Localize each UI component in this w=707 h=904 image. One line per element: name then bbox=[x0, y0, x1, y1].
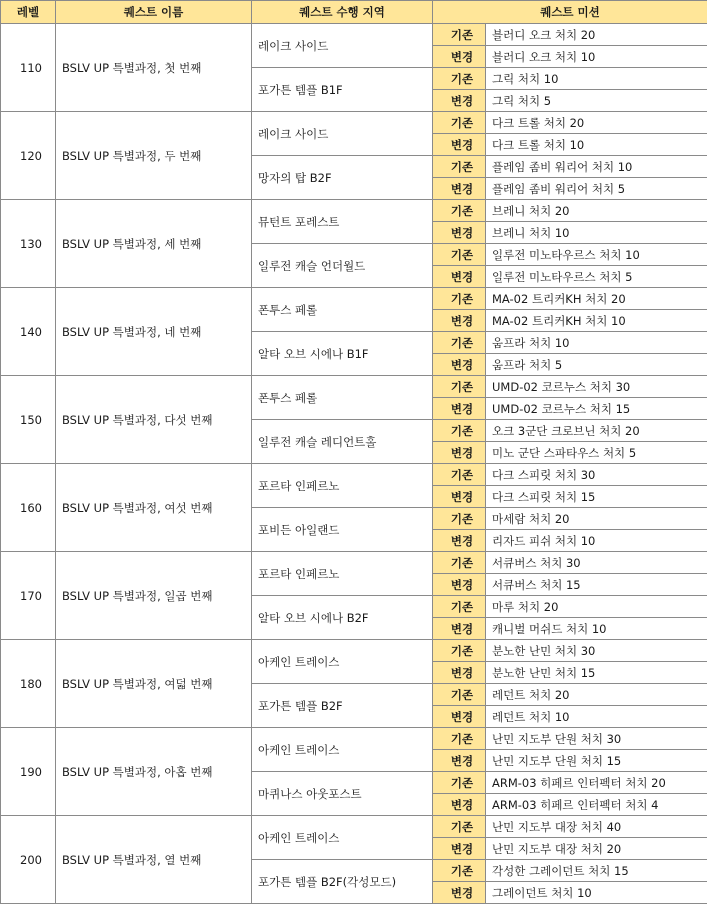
area-cell: 마퀴나스 아웃포스트 bbox=[252, 772, 433, 816]
level-cell: 170 bbox=[1, 552, 56, 640]
mission-before-cell: 블러디 오크 처치 20 bbox=[486, 24, 707, 46]
table-row bbox=[1, 24, 707, 46]
mission-before-cell: MA-02 트리커KH 처치 20 bbox=[486, 288, 707, 310]
mission-before-cell: 움프라 처치 10 bbox=[486, 332, 707, 354]
mission-before-cell: 플레임 좀비 워리어 처치 10 bbox=[486, 156, 707, 178]
area-cell: 포가튼 템플 B2F bbox=[252, 684, 433, 728]
after-tag: 변경 bbox=[433, 310, 486, 332]
mission-after-cell: 서큐버스 처치 15 bbox=[486, 574, 707, 596]
before-tag: 기존 bbox=[433, 420, 486, 442]
level-header: 레벨 bbox=[1, 1, 56, 24]
mission-before-cell: 일루전 미노타우르스 처치 10 bbox=[486, 244, 707, 266]
mission-header: 퀘스트 미션 bbox=[433, 1, 707, 24]
before-tag: 기존 bbox=[433, 640, 486, 662]
after-tag: 변경 bbox=[433, 838, 486, 860]
mission-after-cell: 움프라 처치 5 bbox=[486, 354, 707, 376]
after-tag: 변경 bbox=[433, 530, 486, 552]
mission-after-cell: 난민 지도부 단원 처치 15 bbox=[486, 750, 707, 772]
area-header: 퀘스트 수행 지역 bbox=[252, 1, 433, 24]
after-tag: 변경 bbox=[433, 354, 486, 376]
mission-after-cell: 분노한 난민 처치 15 bbox=[486, 662, 707, 684]
level-cell: 140 bbox=[1, 288, 56, 376]
before-tag: 기존 bbox=[433, 860, 486, 882]
quest-name-cell: BSLV UP 특별과정, 열 번째 bbox=[56, 816, 252, 904]
table-row bbox=[1, 376, 707, 398]
mission-before-cell: 다크 스피릿 처치 30 bbox=[486, 464, 707, 486]
table-row bbox=[1, 288, 707, 310]
mission-after-cell: 레던트 처치 10 bbox=[486, 706, 707, 728]
before-tag: 기존 bbox=[433, 244, 486, 266]
after-tag: 변경 bbox=[433, 486, 486, 508]
area-cell: 폰투스 페롤 bbox=[252, 376, 433, 420]
mission-before-cell: UMD-02 코르누스 처치 30 bbox=[486, 376, 707, 398]
level-cell: 120 bbox=[1, 112, 56, 200]
after-tag: 변경 bbox=[433, 618, 486, 640]
mission-after-cell: ARM-03 히페르 인터펙터 처치 4 bbox=[486, 794, 707, 816]
mission-after-cell: 다크 스피릿 처치 15 bbox=[486, 486, 707, 508]
area-cell: 알타 오브 시에나 B2F bbox=[252, 596, 433, 640]
mission-after-cell: 그레이던트 처치 10 bbox=[486, 882, 707, 904]
mission-before-cell: 마세람 처치 20 bbox=[486, 508, 707, 530]
after-tag: 변경 bbox=[433, 178, 486, 200]
mission-after-cell: 플레임 좀비 워리어 처치 5 bbox=[486, 178, 707, 200]
after-tag: 변경 bbox=[433, 266, 486, 288]
area-cell: 레이크 사이드 bbox=[252, 112, 433, 156]
after-tag: 변경 bbox=[433, 46, 486, 68]
after-tag: 변경 bbox=[433, 882, 486, 904]
table-row bbox=[1, 464, 707, 486]
table-body bbox=[1, 24, 707, 904]
before-tag: 기존 bbox=[433, 332, 486, 354]
quest-name-cell: BSLV UP 특별과정, 여덟 번째 bbox=[56, 640, 252, 728]
before-tag: 기존 bbox=[433, 464, 486, 486]
after-tag: 변경 bbox=[433, 442, 486, 464]
area-cell: 아케인 트레이스 bbox=[252, 640, 433, 684]
area-cell: 일루전 캐슬 언더월드 bbox=[252, 244, 433, 288]
area-cell: 아케인 트레이스 bbox=[252, 816, 433, 860]
table-row bbox=[1, 552, 707, 574]
area-cell: 망자의 탑 B2F bbox=[252, 156, 433, 200]
area-cell: 포가튼 템플 B2F(각성모드) bbox=[252, 860, 433, 904]
mission-after-cell: 그릭 처치 5 bbox=[486, 90, 707, 112]
after-tag: 변경 bbox=[433, 90, 486, 112]
before-tag: 기존 bbox=[433, 596, 486, 618]
area-cell: 일루전 캐슬 레디언트홀 bbox=[252, 420, 433, 464]
before-tag: 기존 bbox=[433, 68, 486, 90]
after-tag: 변경 bbox=[433, 398, 486, 420]
area-cell: 포가튼 템플 B1F bbox=[252, 68, 433, 112]
mission-before-cell: 브레니 처치 20 bbox=[486, 200, 707, 222]
level-cell: 190 bbox=[1, 728, 56, 816]
area-cell: 포르타 인페르노 bbox=[252, 552, 433, 596]
table-row bbox=[1, 728, 707, 750]
area-cell: 포비든 아일랜드 bbox=[252, 508, 433, 552]
table-header bbox=[1, 1, 707, 24]
before-tag: 기존 bbox=[433, 728, 486, 750]
mission-before-cell: 분노한 난민 처치 30 bbox=[486, 640, 707, 662]
before-tag: 기존 bbox=[433, 156, 486, 178]
level-cell: 150 bbox=[1, 376, 56, 464]
before-tag: 기존 bbox=[433, 684, 486, 706]
before-tag: 기존 bbox=[433, 376, 486, 398]
quest-name-cell: BSLV UP 특별과정, 네 번째 bbox=[56, 288, 252, 376]
quest-name-cell: BSLV UP 특별과정, 다섯 번째 bbox=[56, 376, 252, 464]
after-tag: 변경 bbox=[433, 574, 486, 596]
mission-after-cell: MA-02 트리커KH 처치 10 bbox=[486, 310, 707, 332]
mission-before-cell: 난민 지도부 단원 처치 30 bbox=[486, 728, 707, 750]
area-cell: 포르타 인페르노 bbox=[252, 464, 433, 508]
mission-after-cell: 다크 트롤 처치 10 bbox=[486, 134, 707, 156]
mission-after-cell: 블러디 오크 처치 10 bbox=[486, 46, 707, 68]
mission-before-cell: 각성한 그레이던트 처치 15 bbox=[486, 860, 707, 882]
mission-after-cell: 캐니벌 머쉬드 처치 10 bbox=[486, 618, 707, 640]
table-row bbox=[1, 816, 707, 838]
level-cell: 160 bbox=[1, 464, 56, 552]
mission-after-cell: UMD-02 코르누스 처치 15 bbox=[486, 398, 707, 420]
area-cell: 뮤턴트 포레스트 bbox=[252, 200, 433, 244]
quest-name-cell: BSLV UP 특별과정, 두 번째 bbox=[56, 112, 252, 200]
level-cell: 180 bbox=[1, 640, 56, 728]
table-row bbox=[1, 112, 707, 134]
mission-before-cell: ARM-03 히페르 인터펙터 처치 20 bbox=[486, 772, 707, 794]
before-tag: 기존 bbox=[433, 24, 486, 46]
area-cell: 레이크 사이드 bbox=[252, 24, 433, 68]
quest-name-cell: BSLV UP 특별과정, 세 번째 bbox=[56, 200, 252, 288]
mission-after-cell: 리자드 피쉬 처치 10 bbox=[486, 530, 707, 552]
after-tag: 변경 bbox=[433, 222, 486, 244]
before-tag: 기존 bbox=[433, 200, 486, 222]
before-tag: 기존 bbox=[433, 552, 486, 574]
quest-name-header: 퀘스트 이름 bbox=[56, 1, 252, 24]
after-tag: 변경 bbox=[433, 706, 486, 728]
after-tag: 변경 bbox=[433, 750, 486, 772]
mission-after-cell: 미노 군단 스파타우스 처치 5 bbox=[486, 442, 707, 464]
quest-name-cell: BSLV UP 특별과정, 첫 번째 bbox=[56, 24, 252, 112]
before-tag: 기존 bbox=[433, 772, 486, 794]
mission-after-cell: 일루전 미노타우르스 처치 5 bbox=[486, 266, 707, 288]
mission-before-cell: 레던트 처치 20 bbox=[486, 684, 707, 706]
quest-name-cell: BSLV UP 특별과정, 여섯 번째 bbox=[56, 464, 252, 552]
quest-name-cell: BSLV UP 특별과정, 아홉 번째 bbox=[56, 728, 252, 816]
quest-name-cell: BSLV UP 특별과정, 일곱 번째 bbox=[56, 552, 252, 640]
mission-before-cell: 오크 3군단 크로브닌 처치 20 bbox=[486, 420, 707, 442]
level-cell: 110 bbox=[1, 24, 56, 112]
before-tag: 기존 bbox=[433, 508, 486, 530]
area-cell: 폰투스 페롤 bbox=[252, 288, 433, 332]
table-row bbox=[1, 640, 707, 662]
area-cell: 알타 오브 시에나 B1F bbox=[252, 332, 433, 376]
before-tag: 기존 bbox=[433, 816, 486, 838]
before-tag: 기존 bbox=[433, 288, 486, 310]
mission-before-cell: 서큐버스 처치 30 bbox=[486, 552, 707, 574]
header-row bbox=[1, 1, 707, 24]
table-row bbox=[1, 200, 707, 222]
mission-after-cell: 브레니 처치 10 bbox=[486, 222, 707, 244]
level-cell: 130 bbox=[1, 200, 56, 288]
mission-before-cell: 그릭 처치 10 bbox=[486, 68, 707, 90]
level-cell: 200 bbox=[1, 816, 56, 904]
mission-before-cell: 다크 트롤 처치 20 bbox=[486, 112, 707, 134]
after-tag: 변경 bbox=[433, 662, 486, 684]
after-tag: 변경 bbox=[433, 134, 486, 156]
before-tag: 기존 bbox=[433, 112, 486, 134]
mission-before-cell: 난민 지도부 대장 처치 40 bbox=[486, 816, 707, 838]
mission-before-cell: 마루 처치 20 bbox=[486, 596, 707, 618]
after-tag: 변경 bbox=[433, 794, 486, 816]
mission-after-cell: 난민 지도부 대장 처치 20 bbox=[486, 838, 707, 860]
area-cell: 아케인 트레이스 bbox=[252, 728, 433, 772]
